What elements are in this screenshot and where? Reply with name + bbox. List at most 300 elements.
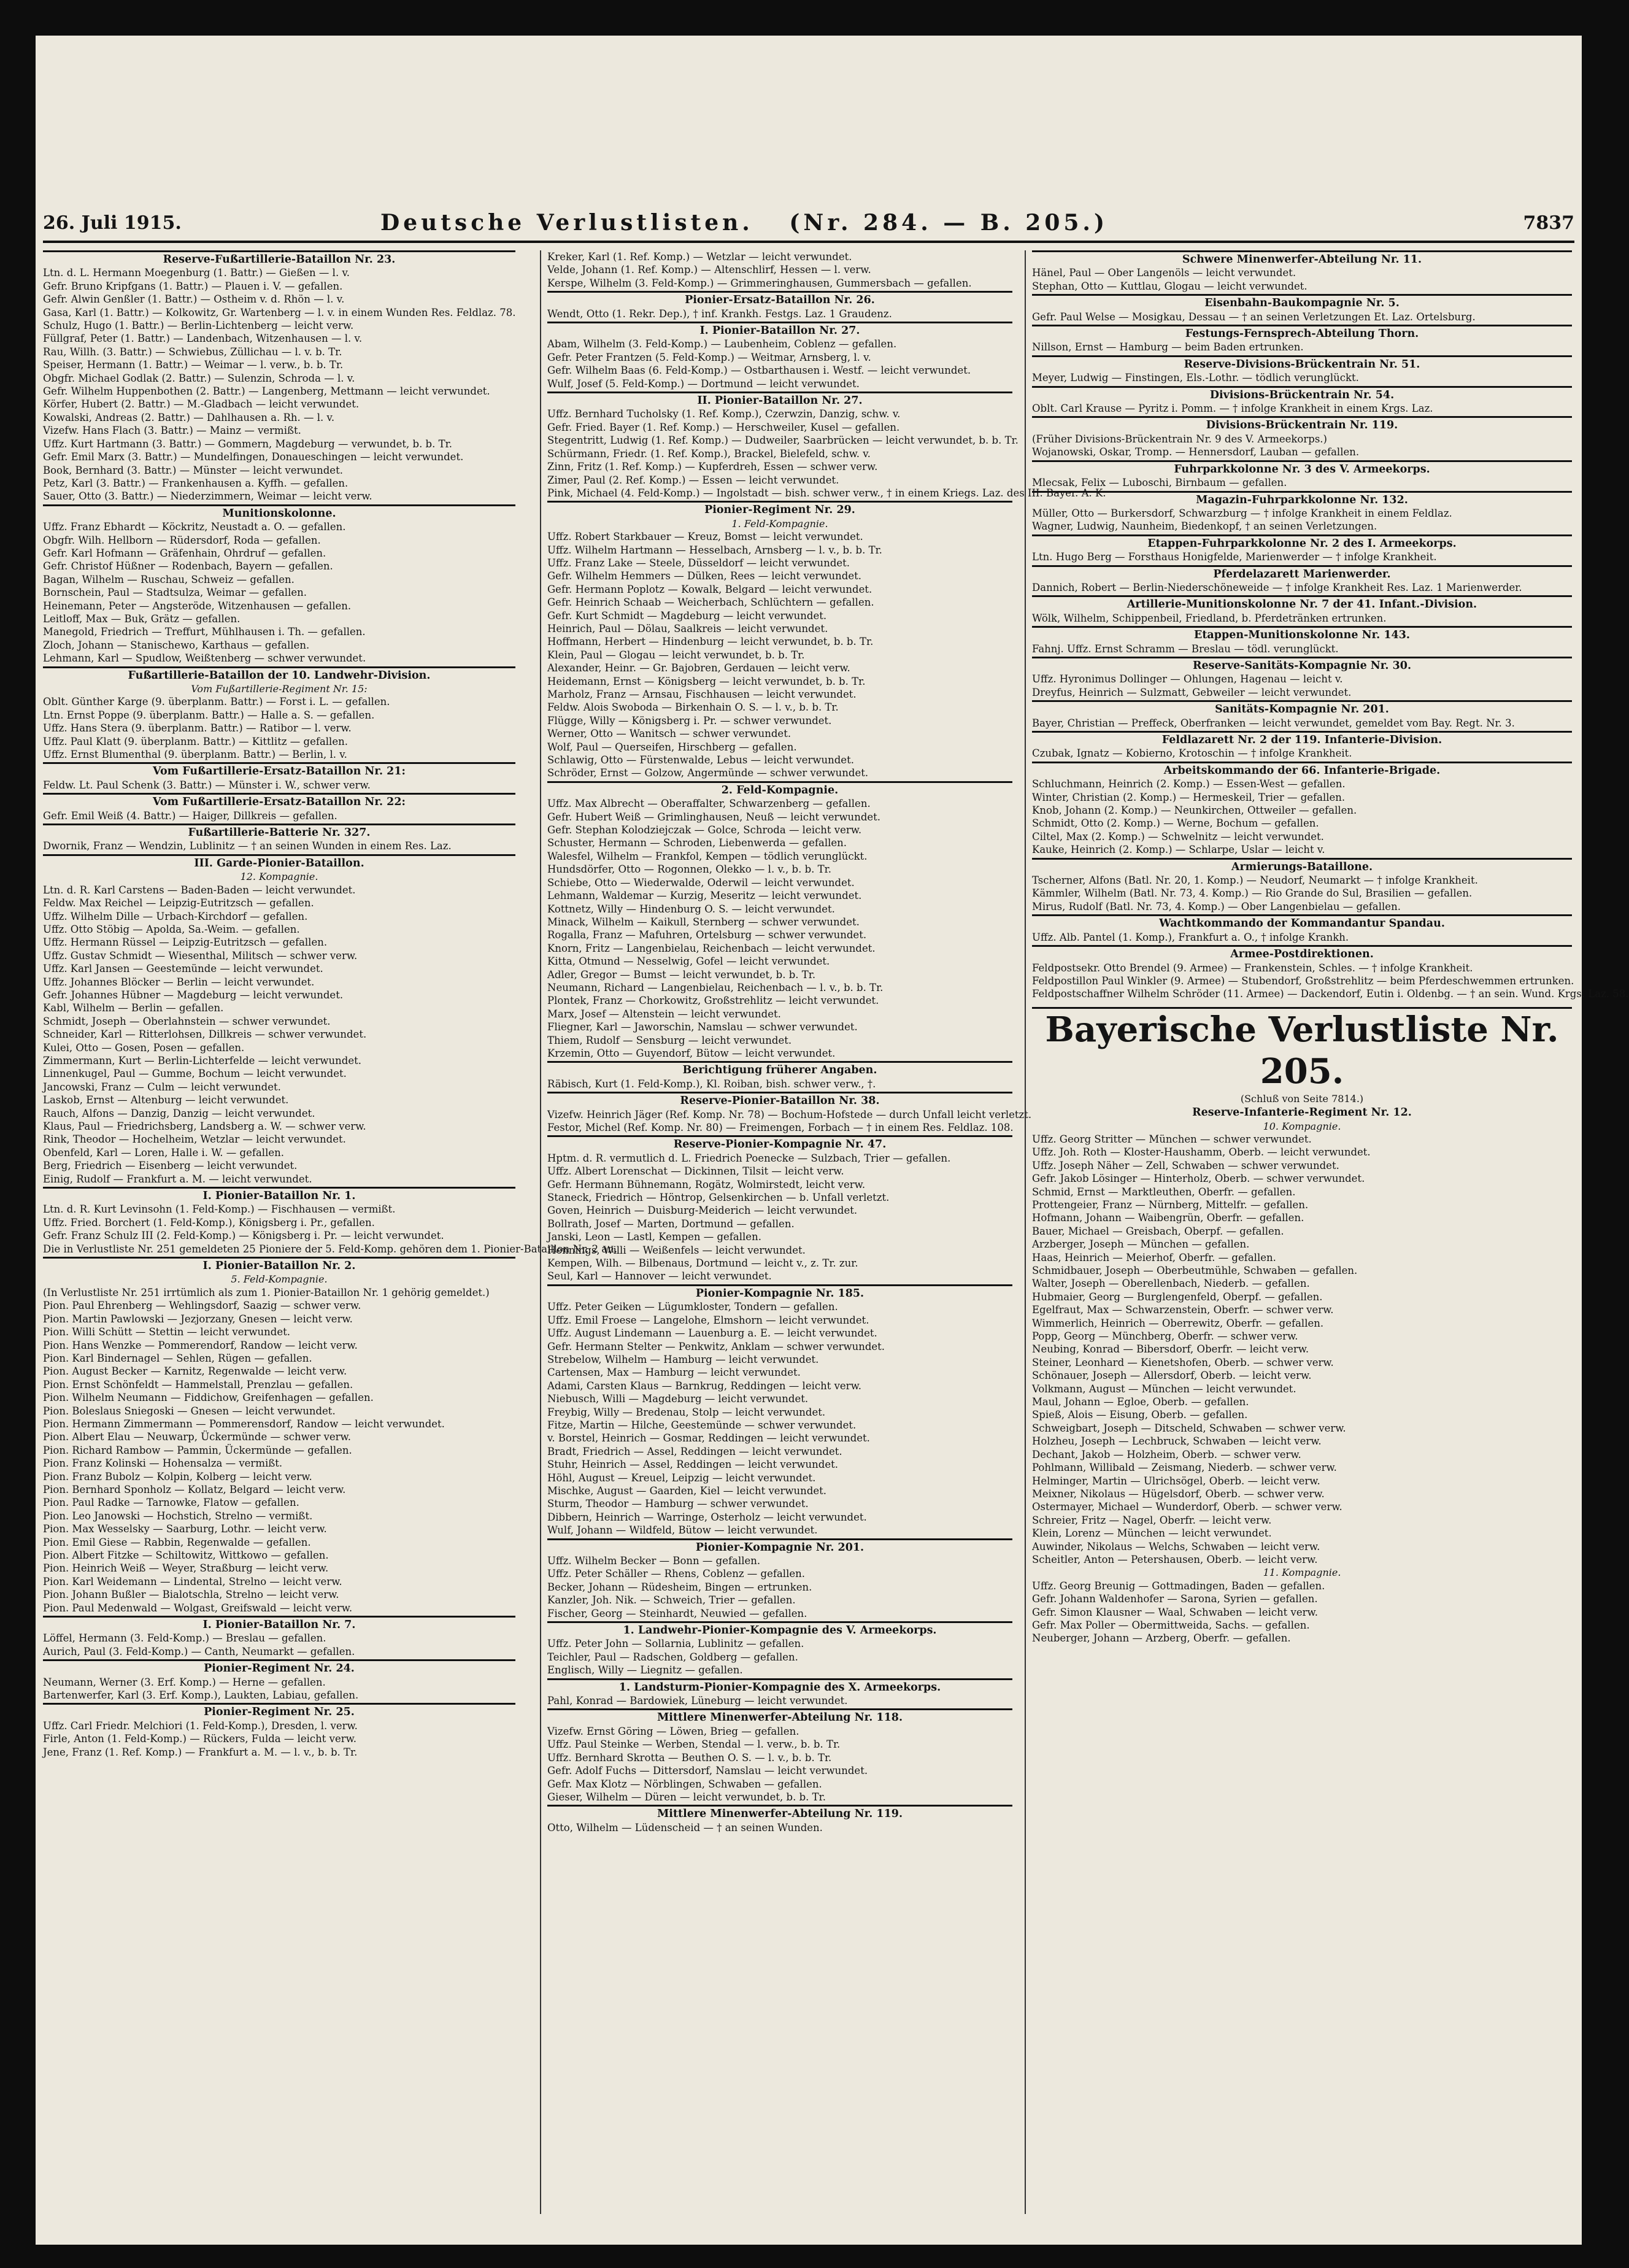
- casualty-entry: Hptm. d. R. vermutlich d. L. Friedrich Poenecke — Sulzbach, Trier — gefallen.: [547, 1152, 951, 1164]
- casualty-entry: Dreyfus, Heinrich — Sulzmatt, Gebweiler — leicht verwundet.: [1032, 686, 1352, 698]
- casualty-entry: Uffz. Georg Breunig — Gottmadingen, Baden — gefallen.: [1032, 1580, 1325, 1592]
- casualty-entry: Winter, Christian (2. Komp.) — Hermeskeil, Trier — gefallen.: [1032, 791, 1346, 803]
- unit-title: Pionier-Ersatz-Bataillon Nr. 26.: [547, 291, 1012, 307]
- unit-title: Divisions-Brückentrain Nr. 54.: [1032, 386, 1572, 402]
- casualty-entry: Uffz. Hermann Rüssel — Leipzig-Eutritzsch — gefallen.: [43, 936, 328, 949]
- unit-title: Magazin-Fuhrparkkolonne Nr. 132.: [1032, 491, 1572, 507]
- casualty-entry: Kulei, Otto — Gosen, Posen — gefallen.: [43, 1041, 245, 1054]
- unit-section: [547, 1678, 1012, 1708]
- casualty-entry: Ltn. d. L. Hermann Moegenburg (1. Battr.) — Gießen — l. v.: [43, 267, 350, 279]
- unit-section: [1032, 534, 1572, 564]
- bavarian-regiment-title: Reserve-Infanterie-Regiment Nr. 12.: [1192, 1106, 1412, 1119]
- unit-section: [547, 1621, 1012, 1677]
- unit-section: [547, 1061, 1012, 1090]
- casualty-entry: Wulf, Johann — Wildfeld, Bütow — leicht verwundet.: [547, 1524, 818, 1537]
- unit-title: Berichtigung früherer Angaben.: [547, 1061, 1012, 1077]
- casualty-entry: Oblt. Günther Karge (9. überplanm. Battr.) — Forst i. L. — gefallen.: [43, 696, 390, 708]
- casualty-entry: Gefr. Jakob Lösinger — Hinterholz, Oberb. — schwer verwundet.: [1032, 1173, 1365, 1185]
- casualty-entry: Zimmermann, Kurt — Berlin-Lichterfelde — leicht verwundet.: [43, 1054, 362, 1066]
- casualty-entry: Schreier, Fritz — Nagel, Oberfr. — leicht verw.: [1032, 1514, 1272, 1526]
- casualty-entry: Thiem, Rudolf — Sensburg — leicht verwundet.: [547, 1034, 792, 1046]
- casualty-entry: Schmid, Ernst — Marktleuthen, Oberfr. — gefallen.: [1032, 1186, 1296, 1198]
- casualty-entry: Rogalla, Franz — Mafuhren, Ortelsburg — schwer verwundet.: [547, 929, 867, 941]
- casualty-entry: Uffz. Emil Froese — Langelohe, Elmshorn — leicht verwundet.: [547, 1314, 869, 1326]
- casualty-entry: Uffz. Peter Geiken — Lügumkloster, Tondern — gefallen.: [547, 1301, 838, 1313]
- casualty-entry: Rauch, Alfons — Danzig, Danzig — leicht verwundet.: [43, 1107, 315, 1119]
- casualty-entry: Kottnetz, Willy — Hindenburg O. S. — leicht verwundet.: [547, 903, 835, 915]
- unit-section: [43, 793, 515, 822]
- casualty-entry: Rink, Theodor — Hochelheim, Wetzlar — leicht verwundet.: [43, 1133, 346, 1146]
- unit-section: [547, 392, 1106, 500]
- casualty-entry: Gefr. Wilhelm Huppenbothen (2. Battr.) — Langenberg, Mettmann — leicht verwundet.: [43, 385, 490, 398]
- unit-section: [1032, 762, 1572, 857]
- unit-title: Divisions-Brückentrain Nr. 119.: [1032, 416, 1572, 432]
- casualty-entry: Neubing, Konrad — Bibersdorf, Oberfr. — leicht verw.: [1032, 1343, 1309, 1356]
- casualty-entry: Pion. Heinrich Weiß — Weyer, Straßburg — leicht verw.: [43, 1562, 329, 1575]
- column-right: [1025, 250, 1629, 2214]
- casualty-entry: Mischke, August — Gaarden, Kiel — leicht verwundet.: [547, 1484, 827, 1497]
- casualty-entry: Tscherner, Alfons (Batl. Nr. 20, 1. Komp.) — Neudorf, Neumarkt — † infolge Krankheit.: [1032, 874, 1478, 887]
- casualty-entry: Becker, Johann — Rüdesheim, Bingen — ertrunken.: [547, 1581, 812, 1593]
- unit-section: [43, 762, 515, 792]
- column-middle: [540, 250, 1106, 2214]
- casualty-entry: Pion. Franz Bubolz — Kolpin, Kolberg — leicht verw.: [43, 1470, 312, 1483]
- casualty-entry: Gefr. Paul Welse — Mosigkau, Dessau — † an seinen Verletzungen Et. Laz. Ortelsburg.: [1032, 310, 1476, 323]
- casualty-entry: Schlawig, Otto — Fürstenwalde, Lebus — leicht verwundet.: [547, 754, 854, 766]
- unit-section: [547, 322, 1012, 390]
- casualty-entry: Pion. Hermann Zimmermann — Pommerensdorf, Randow — leicht verwundet.: [43, 1418, 445, 1430]
- casualty-entry: Prottengeier, Franz — Nürnberg, Mittelfr. — gefallen.: [1032, 1198, 1309, 1211]
- casualty-entry: Hänel, Paul — Ober Langenöls — leicht verwundet.: [1032, 267, 1296, 279]
- unit-title: Reserve-Divisions-Brückentrain Nr. 51.: [1032, 355, 1572, 371]
- casualty-entry: Stegentritt, Ludwig (1. Ref. Komp.) — Dudweiler, Saarbrücken — leicht verwundet, b. b. Tr.: [547, 434, 1019, 447]
- casualty-entry: Uffz. Carl Friedr. Melchiori (1. Feld-Komp.), Dresden, l. verw.: [43, 1719, 358, 1732]
- casualty-entry: Pion. Wilhelm Neumann — Fiddichow, Greifenhagen — gefallen.: [43, 1392, 374, 1404]
- casualty-entry: Schmidt, Otto (2. Komp.) — Werne, Bochum — gefallen.: [1032, 817, 1319, 830]
- casualty-entry: Kempen, Wilh. — Bilbenaus, Dortmund — leicht v., z. Tr. zur.: [547, 1257, 858, 1270]
- unit-title: Sanitäts-Kompagnie Nr. 201.: [1032, 700, 1572, 716]
- casualty-entry: Kerspe, Wilhelm (3. Feld-Komp.) — Grimmeringhausen, Gummersbach — gefallen.: [547, 277, 972, 289]
- casualty-entry: Wagner, Ludwig, Naunheim, Biedenkopf, † an seinen Verletzungen.: [1032, 520, 1377, 533]
- casualty-entry: Adami, Carsten Klaus — Barnkrug, Reddingen — leicht verw.: [547, 1379, 861, 1392]
- casualty-entry: Uffz. Hyronimus Dollinger — Ohlungen, Hagenau — leicht v.: [1032, 673, 1343, 685]
- casualty-entry: Manegold, Friedrich — Treffurt, Mühlhausen i. Th. — gefallen.: [43, 626, 366, 638]
- bavarian-company-11-list: [1032, 1580, 1572, 1645]
- casualty-entry: Uffz. Georg Stritter — München — schwer verwundet.: [1032, 1133, 1312, 1145]
- unit-section: [43, 1659, 515, 1702]
- casualty-entry: Oblt. Carl Krause — Pyritz i. Pomm. — † infolge Krankheit in einem Krgs. Laz.: [1032, 403, 1433, 415]
- casualty-entry: Staneck, Friedrich — Höntrop, Gelsenkirchen — b. Unfall verletzt.: [547, 1192, 890, 1204]
- unit-title: Vom Fußartillerie-Ersatz-Bataillon Nr. 21:: [43, 762, 515, 778]
- casualty-entry: Räbisch, Kurt (1. Feld-Komp.), Kl. Roiban, bish. schwer verw., †.: [547, 1078, 876, 1090]
- unit-title: Pionier-Regiment Nr. 25.: [43, 1703, 515, 1719]
- casualty-entry: Pion. Karl Bindernagel — Sehlen, Rügen — gefallen.: [43, 1352, 312, 1364]
- casualty-entry: Linnenkugel, Paul — Gumme, Bochum — leicht verwundet.: [43, 1068, 347, 1080]
- casualty-entry: Pion. Franz Kolinski — Hohensalza — vermißt.: [43, 1457, 283, 1470]
- unit-section: [43, 250, 515, 503]
- unit-title: Munitionskolonne.: [43, 504, 515, 520]
- casualty-entry: Knorn, Fritz — Langenbielau, Reichenbach — leicht verwundet.: [547, 942, 876, 954]
- casualty-entry: Stuhr, Heinrich — Assel, Reddingen — leicht verwundet.: [547, 1459, 838, 1471]
- casualty-entry: Uffz. Robert Starkbauer — Kreuz, Bomst — leicht verwundet.: [547, 531, 863, 543]
- casualty-entry: Feldw. Alois Swoboda — Birkenhain O. S. — l. v., b. b. Tr.: [547, 701, 839, 714]
- casualty-entry: Flügge, Willy — Königsberg i. Pr. — schwer verwundet.: [547, 714, 832, 727]
- casualty-entry: Gefr. Emil Marx (3. Battr.) — Mundelfingen, Donaueschingen — leicht verwundet.: [43, 451, 464, 463]
- casualty-entry: Velde, Johann (1. Ref. Komp.) — Altenschlirf, Hessen — l. verw.: [547, 264, 871, 276]
- casualty-entry: Feldpostschaffner Wilhelm Schröder (11. Armee) — Dackendorf, Eutin i. Oldenbg. — † an sein. Wund. Krgs. Laz. 58.: [1032, 988, 1629, 1000]
- casualty-entry: Klein, Paul — Glogau — leicht verwundet, b. b. Tr.: [547, 649, 805, 661]
- casualty-entry: Pion. Johann Bußler — Bialotschla, Strelno — leicht verw.: [43, 1589, 339, 1601]
- casualty-entry: Ltn. d. R. Kurt Levinsohn (1. Feld-Komp.) — Fischhausen — vermißt.: [43, 1203, 396, 1216]
- casualty-entry: Freybig, Willy — Bredenau, Stolp — leicht verwundet.: [547, 1406, 826, 1418]
- casualty-entry: Kanzler, Joh. Nik. — Schweich, Trier — gefallen.: [547, 1594, 796, 1606]
- casualty-entry: Gefr. Wilhelm Baas (6. Feld-Komp.) — Ostbarthausen i. Westf. — leicht verwundet.: [547, 364, 971, 377]
- casualty-entry: Arzberger, Joseph — München — gefallen.: [1032, 1238, 1250, 1251]
- unit-section: [547, 1805, 1012, 1834]
- casualty-entry: Krzemin, Otto — Guyendorf, Bütow — leicht verwundet.: [547, 1047, 836, 1059]
- casualty-entry: Gefr. Hubert Weiß — Grimlinghausen, Neuß — leicht verwundet.: [547, 811, 881, 823]
- casualty-entry: Gefr. Alwin Genßler (1. Battr.) — Ostheim v. d. Rhön — l. v.: [43, 293, 345, 306]
- casualty-entry: Uffz. Gustav Schmidt — Wiesenthal, Militsch — schwer verw.: [43, 949, 358, 962]
- casualty-entry: Uffz. Max Albrecht — Oberaffalter, Schwarzenberg — gefallen.: [547, 798, 871, 810]
- casualty-entry: Neumann, Richard — Langenbielau, Reichenbach — l. v., b. b. Tr.: [547, 981, 884, 993]
- publication-name: Deutsche Verlustlisten.: [380, 210, 753, 236]
- casualty-entry: Vizefw. Heinrich Jäger (Ref. Komp. Nr. 78) — Bochum-Hofstede — durch Unfall leicht verletzt.: [547, 1108, 1032, 1120]
- casualty-entry: Strebelow, Wilhelm — Hamburg — leicht verwundet.: [547, 1353, 819, 1365]
- casualty-entry: Berg, Friedrich — Eisenberg — leicht verwundet.: [43, 1160, 298, 1172]
- casualty-entry: Obgfr. Michael Godlak (2. Battr.) — Sulenzin, Schroda — l. v.: [43, 372, 355, 384]
- casualty-entry: Uffz. Otto Stöbig — Apolda, Sa.-Weim. — gefallen.: [43, 923, 300, 935]
- casualty-entry: Neumann, Werner (3. Erf. Komp.) — Herne — gefallen.: [43, 1676, 326, 1688]
- casualty-entry: Uffz. Wilhelm Becker — Bonn — gefallen.: [547, 1555, 761, 1567]
- unit-title: I. Pionier-Bataillon Nr. 27.: [547, 322, 1012, 338]
- casualty-entry: Ltn. Ernst Poppe (9. überplanm. Battr.) — Halle a. S. — gefallen.: [43, 709, 375, 721]
- casualty-entry: Englisch, Willy — Liegnitz — gefallen.: [547, 1664, 743, 1676]
- casualty-entry: Ltn. Hugo Berg — Forsthaus Honigfelde, Marienwerder — † infolge Krankheit.: [1032, 551, 1437, 563]
- unit-section: [1032, 914, 1572, 944]
- casualty-entry: Pion. Max Wesselsky — Saarburg, Lothr. — leicht verw.: [43, 1523, 327, 1535]
- casualty-entry: Aurich, Paul (3. Feld-Komp.) — Canth, Neumarkt — gefallen.: [43, 1645, 355, 1657]
- casualty-entry: Uffz. Joseph Näher — Zell, Schwaben — schwer verwundet.: [1032, 1159, 1339, 1171]
- casualty-entry: Pion. Boleslaus Sniegoski — Gnesen — leicht verwundet.: [43, 1405, 336, 1417]
- casualty-entry: Bollrath, Josef — Marten, Dortmund — gefallen.: [547, 1217, 795, 1230]
- casualty-entry: Dwornik, Franz — Wendzin, Lublinitz — † an seinen Wunden in einem Res. Laz.: [43, 840, 452, 852]
- unit-title: Reserve-Pionier-Kompagnie Nr. 47.: [547, 1135, 1012, 1151]
- unit-title: Artillerie-Munitionskolonne Nr. 7 der 41. Infant.-Division.: [1032, 595, 1572, 611]
- unit-subtitle: 5. Feld-Kompagnie.: [231, 1273, 328, 1286]
- unit-section: [43, 1187, 618, 1256]
- unit-title: Armee-Postdirektionen.: [1032, 945, 1572, 961]
- casualty-entry: Dechant, Jakob — Holzheim, Oberb. — schwer verw.: [1032, 1448, 1301, 1460]
- casualty-entry: Höhl, August — Kreuel, Leipzig — leicht verwundet.: [547, 1472, 816, 1484]
- casualty-entry: Marholz, Franz — Arnsau, Fischhausen — leicht verwundet.: [547, 688, 857, 700]
- casualty-entry: Heinemann, Peter — Angsteröde, Witzenhausen — gefallen.: [43, 600, 352, 612]
- unit-title: 1. Landwehr-Pionier-Kompagnie des V. Armeekorps.: [547, 1621, 1012, 1637]
- casualty-entry: Hoffmann, Herbert — Hindenburg — leicht verwundet, b. b. Tr.: [547, 636, 874, 648]
- casualty-entry: Uffz. Franz Lake — Steele, Düsseldorf — leicht verwundet.: [547, 557, 850, 569]
- casualty-entry: Werner, Otto — Wanitsch — schwer verwundet.: [547, 728, 791, 740]
- casualty-entry: Pohlmann, Willibald — Zeismang, Niederb. — schwer verw.: [1032, 1462, 1337, 1474]
- casualty-entry: Feldpostsekr. Otto Brendel (9. Armee) — Frankenstein, Schles. — † infolge Krankheit.: [1032, 962, 1473, 974]
- unit-section: [43, 1616, 515, 1658]
- casualty-entry: Schmidt, Joseph — Oberlahnstein — schwer verwundet.: [43, 1015, 331, 1027]
- casualty-entry: Schuster, Hermann — Schroden, Liebenwerda — gefallen.: [547, 837, 847, 849]
- unit-section: [43, 1257, 515, 1614]
- casualty-entry: Ostermayer, Michael — Wunderdorf, Oberb. — schwer verw.: [1032, 1501, 1342, 1513]
- casualty-entry: Uffz. Paul Klatt (9. überplanm. Battr.) — Kittlitz — gefallen.: [43, 735, 348, 747]
- casualty-entry: Bayer, Christian — Preffeck, Oberfranken — leicht verwundet, gemeldet vom Bay. Regt. Nr. 3.: [1032, 717, 1515, 729]
- casualty-entry: Popp, Georg — Münchberg, Oberfr. — schwer verw.: [1032, 1330, 1298, 1343]
- bavarian-list-title: Bayerische Verlustliste Nr. 205.: [1032, 1007, 1572, 1092]
- casualty-entry: Kabl, Wilhelm — Berlin — gefallen.: [43, 1002, 224, 1014]
- casualty-entry: Pahl, Konrad — Bardowiek, Lüneburg — leicht verwundet.: [547, 1695, 848, 1707]
- casualty-entry: Gefr. Karl Hofmann — Gräfenhain, Ohrdruf — gefallen.: [43, 547, 326, 559]
- unit-section: [1032, 731, 1572, 760]
- casualty-entry: Schmidbauer, Joseph — Oberbeutmühle, Schwaben — gefallen.: [1032, 1265, 1358, 1276]
- casualty-entry: Klein, Lorenz — München — leicht verwundet.: [1032, 1527, 1272, 1540]
- casualty-entry: Petz, Karl (3. Battr.) — Frankenhausen a. Kyffh. — gefallen.: [43, 477, 349, 489]
- casualty-entry: Bagan, Wilhelm — Ruschau, Schweiz — gefallen.: [43, 573, 295, 585]
- casualty-entry: Pion. Paul Medenwald — Wolgast, Greifswald — leicht verw.: [43, 1602, 353, 1614]
- casualty-entry: Sturm, Theodor — Hamburg — schwer verwundet.: [547, 1498, 809, 1510]
- column-right-sections: [1032, 250, 1629, 1001]
- casualty-entry: Marx, Josef — Altenstein — leicht verwundet.: [547, 1008, 781, 1020]
- casualty-entry: (In Verlustliste Nr. 251 irrtümlich als zum 1. Pionier-Bataillon Nr. 1 gehörig gemeldet.): [43, 1286, 490, 1298]
- unit-title: Feldlazarett Nr. 2 der 119. Infanterie-Division.: [1032, 731, 1572, 747]
- bavarian-company-10: 10. Kompagnie.: [1263, 1120, 1341, 1132]
- publication-title: [380, 210, 1108, 236]
- unit-title: Mittlere Minenwerfer-Abteilung Nr. 118.: [547, 1708, 1012, 1724]
- casualty-entry: Ciltel, Max (2. Komp.) — Schwelnitz — leicht verwundet.: [1032, 830, 1324, 843]
- casualty-entry: Gefr. Peter Frantzen (5. Feld-Komp.) — Weitmar, Arnsberg, l. v.: [547, 351, 871, 363]
- casualty-entry: Abam, Wilhelm (3. Feld-Komp.) — Laubenheim, Coblenz — gefallen.: [547, 338, 897, 350]
- unit-section: [1032, 386, 1572, 415]
- casualty-entry: Vizefw. Ernst Göring — Löwen, Brieg — gefallen.: [547, 1725, 799, 1737]
- casualty-entry: Gefr. Adolf Fuchs — Dittersdorf, Namslau — leicht verwundet.: [547, 1765, 868, 1777]
- unit-title: Arbeitskommando der 66. Infanterie-Brigade.: [1032, 762, 1572, 777]
- bavarian-note: (Schluß von Seite 7814.): [1240, 1092, 1364, 1105]
- casualty-entry: Uffz. Kurt Hartmann (3. Battr.) — Gommern, Magdeburg — verwundet, b. b. Tr.: [43, 438, 452, 450]
- casualty-entry: Kreker, Karl (1. Ref. Komp.) — Wetzlar — leicht verwundet.: [547, 251, 852, 263]
- casualty-entry: Gefr. Heinrich Schaab — Weicherbach, Schlüchtern — gefallen.: [547, 596, 874, 609]
- unit-section: [1032, 294, 1572, 323]
- unit-title: 2. Feld-Kompagnie.: [547, 781, 1012, 797]
- casualty-entry: Schröder, Ernst — Golzow, Angermünde — schwer verwundet.: [547, 767, 869, 779]
- casualty-entry: Walesfel, Wilhelm — Frankfol, Kempen — tödlich verunglückt.: [547, 850, 868, 862]
- casualty-entry: Uffz. Alb. Pantel (1. Komp.), Frankfurt a. O., † infolge Krankh.: [1032, 931, 1349, 943]
- casualty-entry: Minack, Wilhelm — Kaikull, Sternberg — schwer verwundet.: [547, 916, 860, 928]
- casualty-entry: Rau, Willh. (3. Battr.) — Schwiebus, Züllichau — l. v. b. Tr.: [43, 345, 342, 358]
- unit-title: 1. Landsturm-Pionier-Kompagnie des X. Armeekorps.: [547, 1678, 1012, 1694]
- unit-section: [547, 1708, 1012, 1803]
- casualty-entry: Fahnj. Uffz. Ernst Schramm — Breslau — tödl. verunglückt.: [1032, 642, 1339, 655]
- unit-title: Vom Fußartillerie-Ersatz-Bataillon Nr. 22:: [43, 793, 515, 809]
- casualty-entry: Uffz. Bernhard Skrotta — Beuthen O. S. — l. v., b. b. Tr.: [547, 1751, 832, 1764]
- unit-section: [43, 854, 515, 1186]
- unit-section: [547, 250, 1012, 290]
- unit-title: Festungs-Fernsprech-Abteilung Thorn.: [1032, 325, 1572, 341]
- running-header: [43, 201, 1574, 244]
- casualty-entry: Jancowski, Franz — Culm — leicht verwundet.: [43, 1081, 281, 1093]
- casualty-entry: Heidemann, Ernst — Königsberg — leicht verwundet, b. b. Tr.: [547, 675, 866, 687]
- casualty-entry: Pion. Martin Pawlowski — Jezjorzany, Gnesen — leicht verw.: [43, 1313, 353, 1325]
- unit-section: [1032, 657, 1572, 699]
- casualty-entry: Schulz, Hugo (1. Battr.) — Berlin-Lichtenberg — leicht verw.: [43, 320, 354, 332]
- casualty-entry: Uffz. Joh. Roth — Kloster-Haushamm, Oberb. — leicht verwundet.: [1032, 1146, 1371, 1159]
- casualty-entry: Dannich, Robert — Berlin-Niederschöneweide — † infolge Krankheit Res. Laz. 1 Marienwerder.: [1032, 581, 1522, 593]
- casualty-entry: Hundsdörfer, Otto — Rogonnen, Olekko — l. v., b. b. Tr.: [547, 863, 831, 876]
- casualty-entry: Feldw. Max Reichel — Leipzig-Eutritzsch — gefallen.: [43, 897, 314, 909]
- unit-section: [1032, 700, 1572, 730]
- unit-section: [1032, 945, 1629, 1001]
- bavarian-company-11: 11. Kompagnie.: [1263, 1567, 1341, 1579]
- casualty-entry: Steiner, Leonhard — Kienetshofen, Oberb. — schwer verw.: [1032, 1356, 1334, 1368]
- unit-section: [43, 1703, 515, 1759]
- casualty-entry: Pion. Ernst Schönfeldt — Hammelstall, Prenzlau — gefallen.: [43, 1378, 353, 1390]
- unit-title: Eisenbahn-Baukompagnie Nr. 5.: [1032, 294, 1572, 310]
- casualty-entry: Zloch, Johann — Stanischewo, Karthaus — gefallen.: [43, 639, 310, 651]
- unit-title: Fußartillerie-Bataillon der 10. Landwehr-Division.: [43, 666, 515, 682]
- casualty-entry: Alexander, Heinr. — Gr. Bajobren, Gerdauen — leicht verw.: [547, 662, 850, 674]
- casualty-entry: Pion. Willi Schütt — Stettin — leicht verwundet.: [43, 1326, 290, 1338]
- casualty-entry: Pion. Paul Radke — Tarnowke, Flatow — gefallen.: [43, 1497, 299, 1509]
- casualty-entry: Uffz. Karl Jansen — Geestemünde — leicht verwundet.: [43, 963, 323, 975]
- casualty-entry: Uffz. Bernhard Tucholsky (1. Ref. Komp.), Czerwzin, Danzig, schw. v.: [547, 408, 901, 420]
- unit-section: [547, 1092, 1032, 1134]
- casualty-entry: Körfer, Hubert (2. Battr.) — M.-Gladbach — leicht verwundet.: [43, 398, 360, 411]
- newspaper-page: [36, 36, 1629, 2245]
- casualty-entry: Scheitler, Anton — Petershausen, Oberb. — leicht verw.: [1032, 1553, 1318, 1565]
- casualty-entry: Gefr. Emil Weiß (4. Battr.) — Haiger, Dillkreis — gefallen.: [43, 809, 337, 822]
- unit-section: [1032, 460, 1572, 490]
- unit-section: [1032, 325, 1572, 354]
- unit-section: [43, 504, 515, 665]
- casualty-entry: Meyer, Ludwig — Finstingen, Els.-Lothr. — tödlich verunglückt.: [1032, 372, 1359, 384]
- casualty-entry: Kämmler, Wilhelm (Batl. Nr. 73, 4. Komp.) — Rio Grande do Sul, Brasilien — gefallen.: [1032, 887, 1473, 900]
- casualty-entry: Leitloff, Max — Buk, Grätz — gefallen.: [43, 612, 241, 625]
- casualty-entry: Lehmann, Waldemar — Kurzig, Meseritz — leicht verwundet.: [547, 890, 862, 902]
- casualty-entry: Füllgraf, Peter (1. Battr.) — Landenbach, Witzenhausen — l. v.: [43, 333, 363, 345]
- issue-date: 26. Juli 1915.: [43, 212, 182, 234]
- casualty-entry: Pion. Karl Weidemann — Lindental, Strelno — leicht verw.: [43, 1575, 342, 1587]
- casualty-entry: Bornschein, Paul — Stadtsulza, Weimar — gefallen.: [43, 587, 307, 599]
- casualty-entry: Gefr. Hermann Poplotz — Kowalk, Belgard — leicht verwundet.: [547, 583, 872, 595]
- unit-title: Fuhrparkkolonne Nr. 3 des V. Armeekorps.: [1032, 460, 1572, 476]
- casualty-entry: Wulf, Josef (5. Feld-Komp.) — Dortmund — leicht verwundet.: [547, 377, 860, 390]
- casualty-entry: Pion. Paul Ehrenberg — Wehlingsdorf, Saazig — schwer verw.: [43, 1300, 361, 1312]
- casualty-entry: Gefr. Wilhelm Hemmers — Dülken, Rees — leicht verwundet.: [547, 570, 861, 582]
- casualty-entry: Uffz. Paul Steinke — Werben, Stendal — l. verw., b. b. Tr.: [547, 1738, 841, 1751]
- casualty-entry: Speiser, Hermann (1. Battr.) — Weimar — l. verw., b. b. Tr.: [43, 359, 344, 371]
- casualty-entry: Teichler, Paul — Radschen, Goldberg — gefallen.: [547, 1651, 798, 1663]
- casualty-entry: Zimer, Paul (2. Ref. Komp.) — Essen — leicht verwundet.: [547, 474, 839, 486]
- casualty-entry: Volkmann, August — München — leicht verwundet.: [1032, 1383, 1296, 1395]
- casualty-entry: Plontek, Franz — Chorkowitz, Großstrehlitz — leicht verwundet.: [547, 995, 879, 1007]
- casualty-entry: Pion. Leo Janowski — Hochstich, Strelno — vermißt.: [43, 1510, 313, 1522]
- casualty-entry: Fliegner, Karl — Jaworschin, Namslau — schwer verwundet.: [547, 1021, 858, 1033]
- casualty-entry: Janski, Leon — Lastl, Kempen — gefallen.: [547, 1231, 761, 1243]
- casualty-entry: Gefr. Johann Waldenhofer — Sarona, Syrien — gefallen.: [1032, 1593, 1318, 1605]
- page-number: 7837: [1523, 212, 1574, 234]
- casualty-entry: Uffz. Ernst Blumenthal (9. überplanm. Battr.) — Berlin, l. v.: [43, 749, 347, 761]
- casualty-entry: Spieß, Alois — Eisung, Oberb. — gefallen.: [1032, 1409, 1248, 1421]
- unit-section: [1032, 595, 1572, 625]
- casualty-entry: Fitze, Martin — Hilche, Geestemünde — schwer verwundet.: [547, 1419, 857, 1431]
- casualty-entry: Gefr. Hermann Stelter — Penkwitz, Anklam — schwer verwundet.: [547, 1340, 885, 1352]
- casualty-entry: Mirus, Rudolf (Batl. Nr. 73, 4. Komp.) — Ober Langenbielau — gefallen.: [1032, 900, 1401, 912]
- casualty-entry: Pion. Hans Wenzke — Pommerendorf, Randow — leicht verw.: [43, 1339, 358, 1351]
- casualty-entry: Pion. Richard Rambow — Pammin, Ückermünde — gefallen.: [43, 1444, 352, 1456]
- casualty-entry: Schürmann, Friedr. (1. Ref. Komp.), Brackel, Bielefeld, schw. v.: [547, 447, 871, 460]
- casualty-entry: Gefr. Franz Schulz III (2. Feld-Komp.) — Königsberg i. Pr. — leicht verwundet.: [43, 1230, 444, 1242]
- casualty-entry: Gefr. Max Poller — Obermittweida, Sachs. — gefallen.: [1032, 1619, 1310, 1631]
- casualty-entry: Neuberger, Johann — Arzberg, Oberfr. — gefallen.: [1032, 1632, 1291, 1645]
- casualty-entry: Haas, Heinrich — Meierhof, Oberfr. — gefallen.: [1032, 1251, 1276, 1263]
- unit-section: [1032, 858, 1572, 914]
- casualty-entry: Helminger, Martin — Ulrichsögel, Oberb. — leicht verw.: [1032, 1475, 1320, 1487]
- unit-title: Reserve-Sanitäts-Kompagnie Nr. 30.: [1032, 657, 1572, 673]
- unit-section: [1032, 626, 1572, 655]
- casualty-entry: Wendt, Otto (1. Rekr. Dep.), † inf. Krankh. Festgs. Laz. 1 Graudenz.: [547, 307, 892, 320]
- casualty-entry: Gefr. Simon Klausner — Waal, Schwaben — leicht verw.: [1032, 1606, 1318, 1618]
- unit-title: Pferdelazarett Marienwerder.: [1032, 565, 1572, 581]
- casualty-entry: Festor, Michel (Ref. Komp. Nr. 80) — Freimengen, Forbach — † in einem Res. Feldlaz. 108.: [547, 1122, 1014, 1133]
- casualty-entry: Firle, Anton (1. Feld-Komp.) — Rückers, Fulda — leicht verw.: [43, 1733, 357, 1745]
- casualty-entry: Pion. Bernhard Sponholz — Kollatz, Belgard — leicht verw.: [43, 1483, 346, 1495]
- casualty-entry: Uffz. Hans Stera (9. überplanm. Battr.) — Ratibor — l. verw.: [43, 722, 352, 735]
- casualty-entry: Sauer, Otto (3. Battr.) — Niederzimmern, Weimar — leicht verw.: [43, 490, 372, 503]
- casualty-entry: Bradt, Friedrich — Assel, Reddingen — leicht verwundet.: [547, 1445, 842, 1457]
- casualty-entry: Löffel, Hermann (3. Feld-Komp.) — Breslau — gefallen.: [43, 1632, 326, 1645]
- unit-title: Schwere Minenwerfer-Abteilung Nr. 11.: [1032, 250, 1572, 266]
- casualty-entry: Uffz. Albert Lorenschat — Dickinnen, Tilsit — leicht verw.: [547, 1165, 844, 1178]
- casualty-entry: Wölk, Wilhelm, Schippenbeil, Friedland, b. Pferdetränken ertrunken.: [1032, 612, 1387, 624]
- casualty-entry: Pink, Michael (4. Feld-Komp.) — Ingolstadt — bish. schwer verw., † in einem Kriegs. Laz. des III. Bayer. A. K.: [547, 487, 1106, 499]
- casualty-entry: Dibbern, Heinrich — Warringe, Osterholz — leicht verwundet.: [547, 1511, 867, 1523]
- unit-title: I. Pionier-Bataillon Nr. 2.: [43, 1257, 515, 1273]
- casualty-entry: Stephan, Otto — Kuttlau, Glogau — leicht verwundet.: [1032, 280, 1307, 292]
- casualty-entry: Czubak, Ignatz — Kobierno, Krotoschin — † infolge Krankheit.: [1032, 747, 1352, 760]
- casualty-entry: Uffz. Wilhelm Hartmann — Hesselbach, Arnsberg — l. v., b. b. Tr.: [547, 544, 882, 556]
- issue-number: (Nr. 284. — B. 205.): [789, 210, 1108, 236]
- casualty-entry: Walter, Joseph — Oberellenbach, Niederb. — gefallen.: [1032, 1278, 1310, 1290]
- casualty-entry: Hubmaier, Georg — Burglengenfeld, Oberpf. — gefallen.: [1032, 1290, 1323, 1303]
- casualty-entry: Otto, Wilhelm — Lüdenscheid — † an seinen Wunden.: [547, 1821, 823, 1834]
- unit-section: [547, 291, 1012, 320]
- casualty-entry: Uffz. Fried. Borchert (1. Feld-Komp.), Königsberg i. Pr., gefallen.: [43, 1216, 375, 1228]
- unit-title: Pionier-Kompagnie Nr. 201.: [547, 1538, 1012, 1554]
- unit-title: Pionier-Regiment Nr. 24.: [43, 1659, 515, 1675]
- unit-section: [1032, 416, 1572, 458]
- casualty-entry: Wolf, Paul — Querseifen, Hirschberg — gefallen.: [547, 741, 797, 753]
- casualty-entry: Knob, Johann (2. Komp.) — Neunkirchen, Ottweiler — gefallen.: [1032, 804, 1357, 817]
- casualty-entry: Niebusch, Willi — Magdeburg — leicht verwundet.: [547, 1393, 809, 1405]
- casualty-entry: Uffz. Peter Schäller — Rhens, Coblenz — gefallen.: [547, 1568, 806, 1580]
- casualty-entry: Bartenwerfer, Karl (3. Erf. Komp.), Laukten, Labiau, gefallen.: [43, 1689, 359, 1702]
- unit-section: [1032, 250, 1572, 293]
- casualty-entry: Schweigbart, Joseph — Ditscheld, Schwaben — schwer verw.: [1032, 1422, 1346, 1434]
- casualty-entry: Uffz. Wilhelm Dille — Urbach-Kirchdorf — gefallen.: [43, 910, 308, 922]
- unit-section: [547, 1538, 1012, 1620]
- casualty-entry: Uffz. Franz Ebhardt — Köckritz, Neustadt a. O. — gefallen.: [43, 521, 346, 533]
- casualty-entry: Zinn, Fritz (1. Ref. Komp.) — Kupferdreh, Essen — schwer verw.: [547, 461, 878, 473]
- unit-title: III. Garde-Pionier-Bataillon.: [43, 854, 515, 870]
- casualty-entry: Goven, Heinrich — Duisburg-Meiderich — leicht verwundet.: [547, 1205, 858, 1217]
- casualty-entry: Gefr. Stephan Kolodziejczak — Golce, Schroda — leicht verw.: [547, 824, 862, 836]
- casualty-entry: Book, Bernhard (3. Battr.) — Münster — leicht verwundet.: [43, 464, 343, 476]
- bavarian-company-10-list: [1032, 1133, 1572, 1566]
- unit-title: Etappen-Munitionskolonne Nr. 143.: [1032, 626, 1572, 642]
